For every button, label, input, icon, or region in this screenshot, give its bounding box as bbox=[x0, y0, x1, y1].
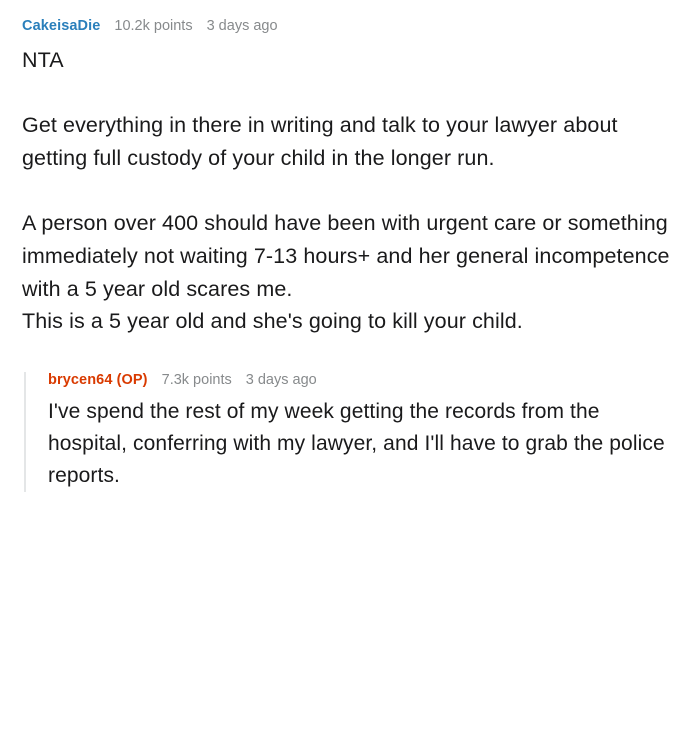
reply-points: 7.3k points bbox=[161, 372, 232, 389]
comment bbox=[22, 18, 678, 492]
comment-author[interactable]: CakeisaDie bbox=[22, 18, 101, 34]
reply-paragraph: I've spend the rest of my week getting the records from the hospital, conferring with my lawyer, and I'll have to grab the police reports. bbox=[48, 400, 665, 487]
comment-paragraph: NTA bbox=[22, 48, 64, 72]
comment-paragraph: This is a 5 year old and she's going to kill your child. bbox=[22, 309, 523, 334]
comment-points: 10.2k points bbox=[114, 18, 193, 34]
reply-timestamp: 3 days ago bbox=[245, 372, 317, 389]
comment-paragraph: A person over 400 should have been with urgent care or something immediately not waiting 7-13 hours+ and her general incompetence with a 5 year old scares me. bbox=[22, 211, 670, 301]
reply-meta bbox=[48, 372, 678, 388]
comment-meta bbox=[22, 18, 678, 34]
comment-paragraph: Get everything in there in writing and talk to your lawyer about getting full custody of your child in the longer run. bbox=[22, 113, 618, 171]
reply-comment bbox=[24, 372, 678, 492]
comment-timestamp: 3 days ago bbox=[206, 18, 278, 34]
reply-body bbox=[48, 396, 678, 492]
comment-body bbox=[22, 44, 678, 338]
reply-author[interactable]: brycen64 (OP) bbox=[48, 372, 148, 389]
